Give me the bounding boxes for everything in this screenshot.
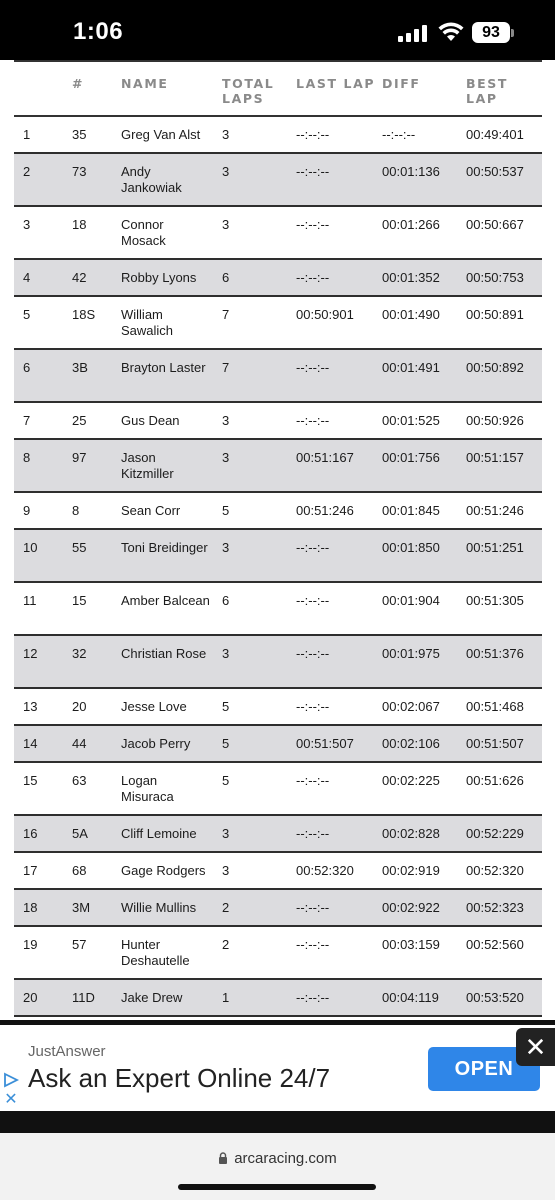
row-diff: 00:02:225	[382, 773, 440, 788]
row-best-lap: 00:51:157	[466, 450, 524, 465]
row-best-lap: 00:50:667	[466, 217, 524, 232]
row-diff: 00:01:904	[382, 593, 440, 608]
row-last-lap: --:--:--	[296, 593, 330, 608]
row-best-lap: 00:51:626	[466, 773, 524, 788]
ad-separator	[0, 1111, 555, 1133]
row-diff: 00:02:828	[382, 826, 440, 841]
row-position: 13	[23, 699, 38, 714]
row-position: 5	[23, 307, 31, 322]
table-row	[14, 636, 542, 689]
row-last-lap: --:--:--	[296, 413, 330, 428]
row-total-laps: 6	[222, 593, 230, 608]
row-best-lap: 00:50:537	[466, 164, 524, 179]
row-diff: 00:01:975	[382, 646, 440, 661]
row-driver-name: Cliff Lemoine	[121, 826, 197, 841]
header-diff: DIFF	[382, 76, 421, 91]
row-diff: 00:01:266	[382, 217, 440, 232]
row-last-lap: 00:52:320	[296, 863, 354, 878]
row-last-lap: 00:51:246	[296, 503, 354, 518]
row-car-number: 15	[72, 593, 87, 608]
row-best-lap: 00:52:560	[466, 937, 524, 952]
wifi-icon	[438, 22, 464, 42]
row-diff: --:--:--	[382, 127, 416, 142]
row-last-lap: 00:50:901	[296, 307, 354, 322]
row-last-lap: --:--:--	[296, 217, 330, 232]
table-row	[14, 117, 542, 154]
row-total-laps: 7	[222, 360, 230, 375]
row-driver-name: Hunter Deshautelle	[121, 937, 190, 968]
ad-dismiss-icon[interactable]: ✕	[4, 1091, 18, 1108]
row-total-laps: 5	[222, 773, 230, 788]
row-diff: 00:01:352	[382, 270, 440, 285]
row-position: 15	[23, 773, 38, 788]
row-total-laps: 3	[222, 413, 230, 428]
row-best-lap: 00:52:320	[466, 863, 524, 878]
url-text: arcaracing.com	[234, 1150, 337, 1167]
row-car-number: 3M	[72, 900, 91, 915]
row-car-number: 63	[72, 773, 87, 788]
row-driver-name: Jacob Perry	[121, 736, 191, 751]
row-position: 1	[23, 127, 31, 142]
row-driver-name: Jake Drew	[121, 990, 183, 1005]
row-last-lap: --:--:--	[296, 937, 330, 952]
row-last-lap: --:--:--	[296, 164, 330, 179]
row-driver-name: Connor Mosack	[121, 217, 166, 248]
cellular-signal-icon	[398, 24, 428, 42]
table-row	[14, 816, 542, 853]
row-driver-name: William Sawalich	[121, 307, 174, 338]
row-driver-name: Toni Breidinger	[121, 540, 208, 555]
row-diff: 00:01:756	[382, 450, 440, 465]
row-last-lap: --:--:--	[296, 699, 330, 714]
table-row	[14, 493, 542, 530]
row-driver-name: Amber Balcean	[121, 593, 210, 608]
row-total-laps: 3	[222, 540, 230, 555]
header-last-lap: LAST LAP	[296, 76, 376, 91]
row-position: 8	[23, 450, 31, 465]
row-car-number: 18	[72, 217, 87, 232]
row-car-number: 32	[72, 646, 87, 661]
row-driver-name: Gage Rodgers	[121, 863, 206, 878]
row-total-laps: 5	[222, 736, 230, 751]
row-car-number: 55	[72, 540, 87, 555]
battery-nub	[511, 29, 514, 37]
home-indicator	[178, 1184, 376, 1190]
header-name: NAME	[121, 76, 169, 91]
row-car-number: 3B	[72, 360, 88, 375]
row-position: 16	[23, 826, 38, 841]
row-last-lap: --:--:--	[296, 646, 330, 661]
row-car-number: 25	[72, 413, 87, 428]
row-last-lap: 00:51:507	[296, 736, 354, 751]
row-total-laps: 5	[222, 503, 230, 518]
row-position: 14	[23, 736, 38, 751]
row-total-laps: 3	[222, 217, 230, 232]
table-row	[14, 154, 542, 207]
row-driver-name: Greg Van Alst	[121, 127, 201, 142]
adchoices-icon[interactable]	[2, 1072, 20, 1088]
row-driver-name: Robby Lyons	[121, 270, 197, 285]
row-best-lap: 00:50:891	[466, 307, 524, 322]
row-last-lap: --:--:--	[296, 360, 330, 375]
row-car-number: 57	[72, 937, 87, 952]
row-last-lap: --:--:--	[296, 826, 330, 841]
table-row	[14, 440, 542, 493]
row-last-lap: --:--:--	[296, 127, 330, 142]
row-diff: 00:02:106	[382, 736, 440, 751]
row-last-lap: --:--:--	[296, 900, 330, 915]
row-position: 4	[23, 270, 31, 285]
address-bar[interactable]	[0, 1150, 555, 1167]
header-number: #	[72, 76, 85, 91]
row-position: 9	[23, 503, 31, 518]
row-diff: 00:01:491	[382, 360, 440, 375]
row-car-number: 5A	[72, 826, 88, 841]
header-total-laps: TOTAL LAPS	[222, 76, 275, 106]
row-total-laps: 3	[222, 826, 230, 841]
row-diff: 00:02:922	[382, 900, 440, 915]
row-car-number: 35	[72, 127, 87, 142]
table-header	[14, 60, 542, 117]
row-position: 20	[23, 990, 38, 1005]
row-car-number: 97	[72, 450, 87, 465]
row-position: 17	[23, 863, 38, 878]
table-row	[14, 927, 542, 980]
row-last-lap: --:--:--	[296, 540, 330, 555]
row-best-lap: 00:51:376	[466, 646, 524, 661]
row-driver-name: Brayton Laster	[121, 360, 206, 375]
row-total-laps: 5	[222, 699, 230, 714]
row-diff: 00:01:490	[382, 307, 440, 322]
table-row	[14, 890, 542, 927]
table-row	[14, 207, 542, 260]
web-page	[0, 60, 555, 1020]
row-best-lap: 00:52:323	[466, 900, 524, 915]
row-last-lap: 00:51:167	[296, 450, 354, 465]
row-last-lap: --:--:--	[296, 773, 330, 788]
ad-open-button[interactable]: OPEN	[428, 1047, 540, 1091]
row-car-number: 8	[72, 503, 80, 518]
row-total-laps: 3	[222, 164, 230, 179]
row-diff: 00:01:845	[382, 503, 440, 518]
row-driver-name: Andy Jankowiak	[121, 164, 182, 195]
table-body	[14, 117, 542, 1017]
row-car-number: 20	[72, 699, 87, 714]
row-position: 2	[23, 164, 31, 179]
header-best-lap: BEST LAP	[466, 76, 508, 106]
row-total-laps: 1	[222, 990, 230, 1005]
row-driver-name: Jason Kitzmiller	[121, 450, 174, 481]
row-total-laps: 2	[222, 937, 230, 952]
row-position: 18	[23, 900, 38, 915]
table-row	[14, 980, 542, 1017]
row-driver-name: Gus Dean	[121, 413, 180, 428]
row-car-number: 11D	[72, 990, 95, 1005]
row-driver-name: Jesse Love	[121, 699, 187, 714]
row-car-number: 68	[72, 863, 87, 878]
close-icon[interactable]: ✕	[516, 1028, 555, 1066]
row-car-number: 18S	[72, 307, 96, 322]
row-position: 7	[23, 413, 31, 428]
row-best-lap: 00:51:246	[466, 503, 524, 518]
table-row	[14, 350, 542, 403]
row-diff: 00:04:119	[382, 990, 439, 1005]
row-diff: 00:03:159	[382, 937, 440, 952]
row-car-number: 42	[72, 270, 87, 285]
row-position: 12	[23, 646, 38, 661]
table-row	[14, 689, 542, 726]
table-row	[14, 853, 542, 890]
row-position: 6	[23, 360, 31, 375]
row-total-laps: 3	[222, 450, 230, 465]
table-row	[14, 530, 542, 583]
results-table	[14, 60, 542, 1017]
row-diff: 00:01:136	[382, 164, 440, 179]
ad-headline[interactable]: Ask an Expert Online 24/7	[28, 1063, 331, 1093]
row-last-lap: --:--:--	[296, 990, 330, 1005]
row-best-lap: 00:51:251	[466, 540, 524, 555]
table-row	[14, 726, 542, 763]
row-best-lap: 00:50:892	[466, 360, 524, 375]
row-best-lap: 00:53:520	[466, 990, 524, 1005]
lock-icon	[218, 1152, 228, 1164]
row-last-lap: --:--:--	[296, 270, 330, 285]
row-car-number: 44	[72, 736, 87, 751]
table-row	[14, 763, 542, 816]
row-car-number: 73	[72, 164, 87, 179]
row-best-lap: 00:51:468	[466, 699, 524, 714]
row-driver-name: Sean Corr	[121, 503, 181, 518]
row-position: 11	[23, 593, 37, 608]
row-driver-name: Christian Rose	[121, 646, 207, 661]
row-diff: 00:02:067	[382, 699, 440, 714]
status-bar	[0, 0, 555, 60]
row-driver-name: Logan Misuraca	[121, 773, 174, 804]
row-best-lap: 00:50:926	[466, 413, 524, 428]
battery-indicator: 93	[472, 22, 510, 43]
row-total-laps: 3	[222, 127, 230, 142]
row-total-laps: 3	[222, 646, 230, 661]
row-position: 19	[23, 937, 38, 952]
status-time: 1:06	[73, 18, 124, 45]
row-total-laps: 7	[222, 307, 230, 322]
row-diff: 00:02:919	[382, 863, 440, 878]
row-best-lap: 00:51:507	[466, 736, 524, 751]
row-best-lap: 00:49:401	[466, 127, 524, 142]
row-total-laps: 2	[222, 900, 230, 915]
row-total-laps: 3	[222, 863, 230, 878]
row-best-lap: 00:50:753	[466, 270, 524, 285]
row-best-lap: 00:52:229	[466, 826, 524, 841]
table-row	[14, 260, 542, 297]
row-position: 10	[23, 540, 38, 555]
row-best-lap: 00:51:305	[466, 593, 524, 608]
row-diff: 00:01:525	[382, 413, 440, 428]
table-row	[14, 403, 542, 440]
row-diff: 00:01:850	[382, 540, 440, 555]
row-position: 3	[23, 217, 31, 232]
row-total-laps: 6	[222, 270, 230, 285]
ad-brand: JustAnswer	[28, 1043, 106, 1060]
table-row	[14, 297, 542, 350]
table-row	[14, 583, 542, 636]
row-driver-name: Willie Mullins	[121, 900, 197, 915]
